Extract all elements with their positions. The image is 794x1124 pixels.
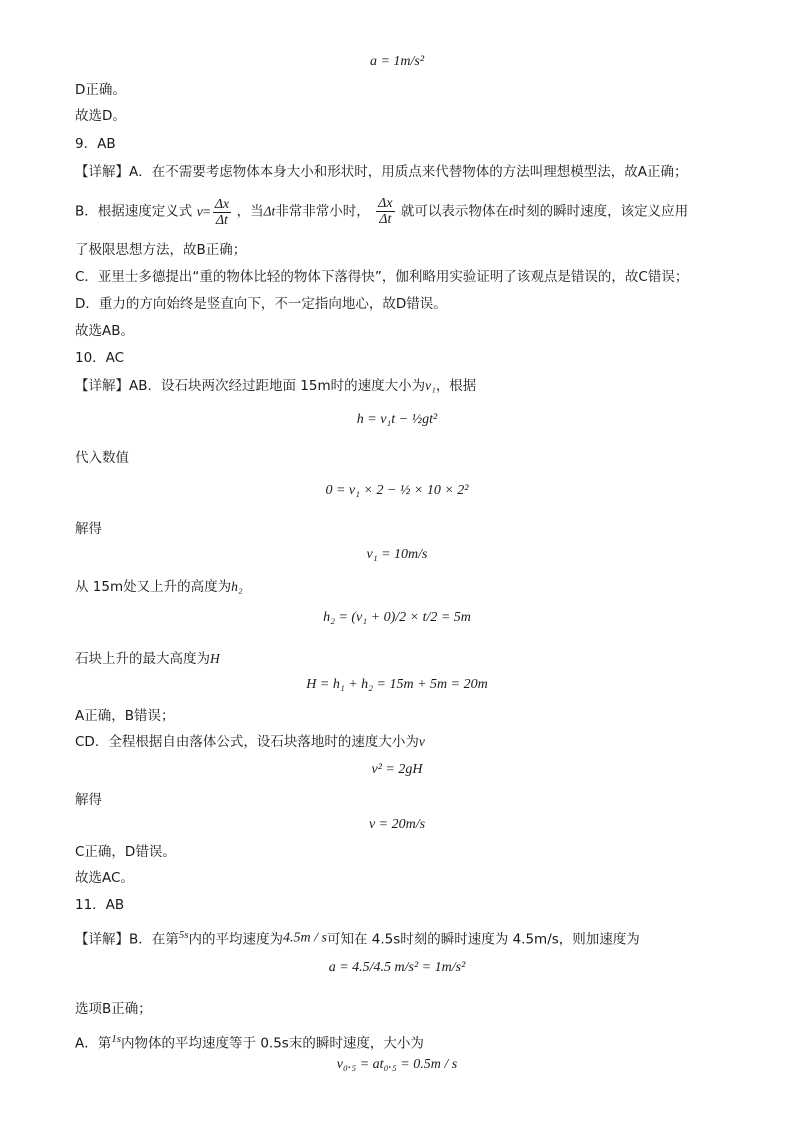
q10-answer: 10．AC bbox=[75, 350, 125, 366]
t-symbol: t bbox=[508, 203, 513, 219]
q9-b-text-3: 非常非常小时， bbox=[275, 203, 370, 220]
one-s: 1s bbox=[111, 1033, 122, 1045]
q9-choose: 故选AB。 bbox=[75, 323, 134, 339]
equation-h: h = v₁t − ½gt² bbox=[356, 412, 438, 427]
v-var-symbol: v bbox=[418, 734, 425, 749]
v-symbol: v bbox=[196, 204, 203, 220]
q11-detail-a bbox=[75, 1030, 424, 1053]
q9-answer: 9．AB bbox=[75, 136, 116, 152]
substitute-values: 代入数值 bbox=[75, 450, 129, 466]
equation-a-top: a = 1m/s² bbox=[369, 54, 425, 69]
equation-zero: 0 = v₁ × 2 − ½ × 10 × 2² bbox=[325, 483, 469, 498]
v1-symbol: v₁ bbox=[425, 378, 436, 393]
q11-detail-b bbox=[75, 926, 640, 949]
q10-choose: 故选AC。 bbox=[75, 870, 134, 886]
q9-detail-c: C．亚里士多德提出“重的物体比轻的物体下落得快”，伽利略用实验证明了该观点是错误的，故C错误； bbox=[75, 269, 689, 285]
q9-detail-a: 【详解】A．在不需要考虑物体本身大小和形状时，用质点来代替物体的方法叫理想模型法，故A正确； bbox=[75, 164, 688, 180]
cd-text: CD．全程根据自由落体公式，设石块落地时的速度大小为 bbox=[75, 734, 419, 750]
q10-ab-text-2: ，根据 bbox=[435, 378, 477, 394]
max-height-text: 石块上升的最大高度为 bbox=[75, 651, 210, 667]
equation-v: v = 20m/s bbox=[368, 817, 426, 832]
solve-label-1: 解得 bbox=[75, 521, 102, 537]
equation-v2: v² = 2gH bbox=[371, 762, 423, 777]
q11-b-text-1: 【详解】B．在第 bbox=[75, 931, 179, 948]
q9-b-text-5: 时刻的瞬时速度，该定义应用 bbox=[512, 203, 689, 220]
q11-b-text-3: 可知在 4.5s时刻的瞬时速度为 4.5m/s，则加速度为 bbox=[327, 931, 640, 948]
dx-num: Δx bbox=[214, 196, 230, 212]
q9-b-text-1: B．根据速度定义式 bbox=[75, 203, 193, 220]
five-s: 5s bbox=[178, 929, 189, 941]
H-symbol: H bbox=[210, 651, 220, 666]
q9-detail-b-cont: 了极限思想方法，故B正确； bbox=[75, 242, 247, 258]
rise-text: 从 15m处又上升的高度为 bbox=[75, 579, 232, 595]
choose-d: 故选D。 bbox=[75, 108, 126, 124]
q11-a-text-1: A．第 bbox=[75, 1035, 112, 1052]
q9-b-text-4: 就可以表示物体在 bbox=[400, 203, 509, 220]
equation-a: a = 4.5/4.5 m/s² = 1m/s² bbox=[328, 960, 466, 975]
q9-b-text-2: ，当 bbox=[236, 203, 264, 220]
q10-detail-cd bbox=[75, 733, 425, 751]
equation-h2: h₂ = (v₁ + 0)/2 × t/2 = 5m bbox=[323, 610, 471, 625]
dt-den: Δt bbox=[215, 212, 228, 228]
eq-sign: = bbox=[202, 204, 211, 220]
q11-a-text-2: 内物体的平均速度等于 0.5s末的瞬时速度，大小为 bbox=[121, 1035, 424, 1052]
q10-detail-ab bbox=[75, 377, 476, 395]
max-height-line bbox=[75, 650, 220, 668]
dt-den-2: Δt bbox=[379, 212, 392, 227]
q10-ab-text-1: 【详解】AB．设石块两次经过距地面 15m时的速度大小为 bbox=[75, 378, 426, 394]
equation-v05: v₀.₅ = at₀.₅ = 0.5m / s bbox=[336, 1057, 458, 1072]
speed-45: 4.5m / s bbox=[283, 930, 327, 946]
c-correct-d-wrong: C正确，D错误。 bbox=[75, 844, 176, 860]
equation-H: H = h₁ + h₂ = 15m + 5m = 20m bbox=[306, 677, 488, 692]
q11-b-text-2: 内的平均速度为 bbox=[188, 931, 284, 948]
h2-symbol: h₂ bbox=[231, 579, 243, 594]
q11-answer: 11．AB bbox=[75, 897, 125, 913]
q9-detail-b bbox=[75, 196, 688, 228]
a-correct-b-wrong: A正确，B错误； bbox=[75, 708, 175, 724]
d-correct: D正确。 bbox=[75, 82, 126, 98]
dx-num-2: Δx bbox=[378, 196, 393, 211]
dt-inline: Δt bbox=[263, 203, 276, 219]
rise-height bbox=[75, 578, 243, 596]
q9-detail-d: D．重力的方向始终是竖直向下，不一定指向地心，故D错误。 bbox=[75, 296, 447, 312]
equation-v1: v₁ = 10m/s bbox=[366, 547, 428, 562]
q11-b-correct: 选项B正确； bbox=[75, 1001, 152, 1017]
solve-label-2: 解得 bbox=[75, 792, 102, 808]
